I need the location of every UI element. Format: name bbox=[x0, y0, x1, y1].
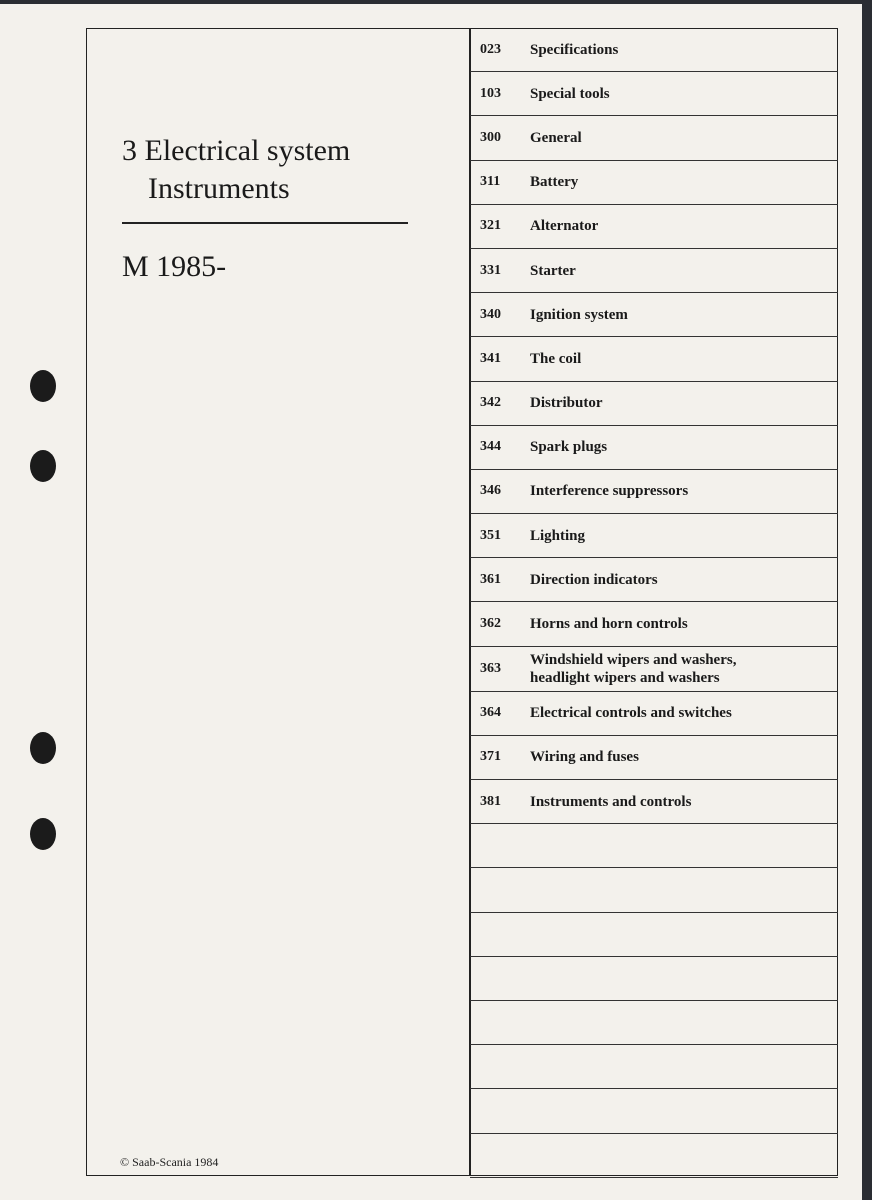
toc-code: 321 bbox=[480, 218, 501, 234]
toc-label: Electrical controls and switches bbox=[530, 705, 732, 722]
toc-code: 364 bbox=[480, 705, 501, 721]
toc-code: 103 bbox=[480, 85, 501, 101]
toc-item[interactable] bbox=[470, 692, 838, 736]
toc-item[interactable] bbox=[470, 293, 838, 337]
toc-label-multiline bbox=[530, 651, 736, 687]
toc-code: 341 bbox=[480, 350, 501, 366]
title-line-1: 3 Electrical system bbox=[122, 134, 351, 167]
copyright-notice: © Saab-Scania 1984 bbox=[120, 1155, 219, 1169]
table-of-contents bbox=[470, 28, 838, 1178]
toc-code: 344 bbox=[480, 439, 501, 455]
toc-code: 363 bbox=[480, 660, 501, 676]
toc-item[interactable] bbox=[470, 780, 838, 824]
toc-item[interactable] bbox=[470, 470, 838, 514]
toc-label-line-2: headlight wipers and washers bbox=[530, 669, 720, 686]
toc-code: 331 bbox=[480, 262, 501, 278]
toc-item[interactable] bbox=[470, 647, 838, 692]
toc-label: Instruments and controls bbox=[530, 793, 692, 810]
toc-label: General bbox=[530, 129, 582, 146]
toc-code: 300 bbox=[480, 129, 501, 145]
toc-code: 362 bbox=[480, 616, 501, 632]
toc-item[interactable] bbox=[470, 514, 838, 558]
toc-empty-row bbox=[470, 868, 838, 912]
toc-label: Distributor bbox=[530, 395, 603, 412]
toc-label: Ignition system bbox=[530, 306, 628, 323]
binder-hole bbox=[30, 818, 56, 850]
toc-code: 361 bbox=[480, 571, 501, 587]
toc-code: 381 bbox=[480, 793, 501, 809]
toc-item[interactable] bbox=[470, 382, 838, 426]
toc-label: Horns and horn controls bbox=[530, 616, 688, 633]
title-rule bbox=[122, 222, 408, 224]
toc-label: Lighting bbox=[530, 527, 586, 544]
toc-item[interactable] bbox=[470, 28, 838, 72]
binder-hole bbox=[30, 450, 56, 482]
toc-item[interactable] bbox=[470, 558, 838, 602]
toc-code: 342 bbox=[480, 395, 501, 411]
toc-label: Specifications bbox=[530, 41, 619, 58]
toc-item[interactable] bbox=[470, 161, 838, 205]
toc-empty-row bbox=[470, 1089, 838, 1133]
toc-label: Direction indicators bbox=[530, 571, 658, 588]
toc-code: 340 bbox=[480, 306, 501, 322]
toc-empty-row bbox=[470, 913, 838, 957]
section-title bbox=[122, 132, 350, 208]
toc-empty-row bbox=[470, 957, 838, 1001]
toc-label: Alternator bbox=[530, 218, 599, 235]
toc-empty-row bbox=[470, 1134, 838, 1178]
toc-label: Special tools bbox=[530, 85, 610, 102]
toc-empty-row bbox=[470, 1001, 838, 1045]
toc-code: 023 bbox=[480, 41, 501, 57]
model-year: M 1985- bbox=[122, 250, 227, 283]
toc-code: 346 bbox=[480, 483, 501, 499]
binder-hole bbox=[30, 370, 56, 402]
toc-item[interactable] bbox=[470, 337, 838, 381]
toc-label: Spark plugs bbox=[530, 439, 608, 456]
toc-label: The coil bbox=[530, 350, 582, 367]
toc-empty-row bbox=[470, 1045, 838, 1089]
toc-item[interactable] bbox=[470, 116, 838, 160]
toc-code: 311 bbox=[480, 174, 501, 190]
toc-item[interactable] bbox=[470, 426, 838, 470]
toc-empty-row bbox=[470, 824, 838, 868]
toc-label: Starter bbox=[530, 262, 576, 279]
toc-code: 371 bbox=[480, 749, 501, 765]
toc-label: Battery bbox=[530, 174, 579, 191]
toc-label: Interference suppressors bbox=[530, 483, 689, 500]
document-page bbox=[0, 4, 862, 1200]
toc-label: Windshield wipers and washers, bbox=[530, 651, 737, 668]
toc-item[interactable] bbox=[470, 736, 838, 780]
toc-item[interactable] bbox=[470, 72, 838, 116]
toc-item[interactable] bbox=[470, 249, 838, 293]
toc-label: Wiring and fuses bbox=[530, 749, 639, 766]
toc-item[interactable] bbox=[470, 602, 838, 646]
binder-hole bbox=[30, 732, 56, 764]
toc-item[interactable] bbox=[470, 205, 838, 249]
toc-code: 351 bbox=[480, 527, 501, 543]
title-line-2: Instruments bbox=[148, 172, 290, 205]
